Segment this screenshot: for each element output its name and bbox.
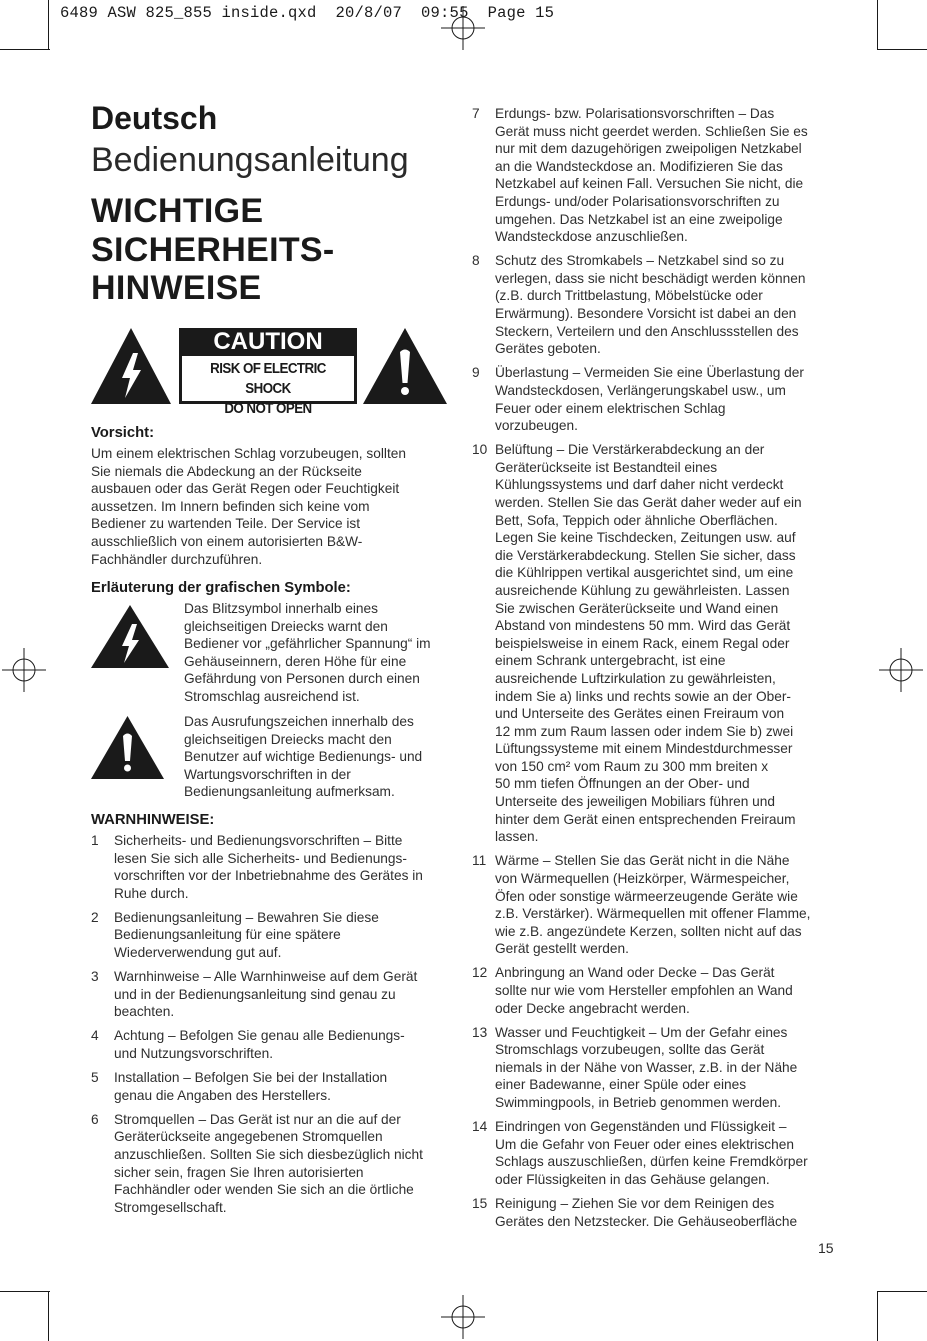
text-line: 50 mm tiefen Öffnungen an der Ober- und — [495, 776, 750, 792]
warning-item — [472, 964, 842, 1017]
text-line: Reinigung – Ziehen Sie vor dem Reinigen des — [495, 1196, 775, 1212]
text-line: von Wärmequellen (Heizkörper, Wärmespeicher, — [495, 870, 790, 886]
caution-title: CAUTION — [213, 328, 323, 355]
text-line: ausschließlich von einem autorisierten B&W- — [91, 533, 363, 549]
warnings-list-right — [472, 105, 842, 1230]
text-line: Bedienungsanleitung – Bewahren Sie diese — [114, 909, 379, 925]
warning-number: 14 — [472, 1119, 488, 1135]
text-line: gleichseitigen Dreiecks warnt den — [184, 618, 388, 634]
safety-heading — [91, 192, 335, 308]
warning-text — [472, 964, 842, 1017]
text-line: sicher sein, fragen Sie Ihren autorisierten — [114, 1164, 364, 1180]
text-line: Lüftungssysteme mit einem Mindestdurchmesser — [495, 741, 793, 757]
text-line: Wartungsvorschriften in der — [184, 766, 351, 782]
text-line: beachten. — [114, 1004, 175, 1020]
warning-item — [472, 1195, 842, 1230]
registration-mark-top-icon — [441, 6, 485, 50]
warning-item — [91, 832, 463, 902]
warning-text — [472, 852, 842, 958]
text-line: Swimmingpools, in Betrieb genommen werden. — [495, 1095, 782, 1111]
text-line: Anbringung an Wand oder Decke – Das Gerät — [495, 965, 775, 981]
registration-mark-right-icon — [879, 648, 923, 692]
text-line: Geräterückseite ist Bestandteil eines — [495, 459, 718, 475]
warning-number: 15 — [472, 1196, 488, 1212]
text-line: anzuschließen. Sollten Sie sich diesbezüglich nicht — [114, 1147, 423, 1162]
warning-number: 8 — [472, 253, 480, 269]
text-line: Abstand von mindestens 50 mm. Wird das Gerät — [495, 618, 791, 634]
caution-line-1: RISK OF ELECTRIC SHOCK — [210, 361, 326, 397]
text-line: Bett, Sofa, Teppich oder ähnliche Oberflächen. — [495, 512, 778, 528]
exclamation-triangle-icon — [363, 328, 447, 404]
caution-line-2: DO NOT OPEN — [224, 401, 312, 417]
crop-mark-top-right-v — [877, 0, 878, 50]
text-line: Legen Sie keine Tischdecken, Zeitungen usw. auf — [495, 530, 796, 546]
warning-number: 11 — [472, 853, 487, 869]
warning-text — [91, 1069, 463, 1104]
text-line: Installation – Befolgen Sie bei der Installation — [114, 1070, 388, 1086]
text-line: Schutz des Stromkabels – Netzkabel sind so zu — [495, 253, 785, 269]
exclamation-symbol-description — [184, 713, 459, 801]
text-line: an die Wandsteckdose an. Modifizieren Sie das — [495, 158, 783, 174]
text-line: Steckern, Verteilern und den Anschlussstellen des — [495, 323, 799, 339]
crop-mark-top-right-h — [877, 49, 927, 50]
warning-item — [472, 1024, 842, 1112]
text-line: Gerätes geboten. — [495, 341, 601, 357]
text-line: einer Badewanne, einer Spüle oder eines — [495, 1077, 747, 1093]
warning-number: 3 — [91, 969, 99, 985]
text-line: Feuer oder einem elektrischen Schlag — [495, 400, 726, 416]
text-line: und in der Bedienungsanleitung sind genau zu — [114, 986, 396, 1002]
text-line: 12 mm zum Raum lassen oder indem Sie b) zwei — [495, 723, 794, 739]
text-line: vorzubeugen. — [495, 418, 578, 434]
warning-number: 13 — [472, 1024, 488, 1040]
warning-number: 2 — [91, 909, 99, 925]
text-line: Schlags auszuschließen, dürfen keine Fremdkörper — [495, 1154, 808, 1170]
crop-mark-bottom-right-v — [877, 1291, 878, 1341]
text-line: Stromschlags vorzubeugen, sollte das Gerät — [495, 1042, 765, 1058]
warning-item — [472, 852, 842, 958]
warnings-title: WARNHINWEISE: — [91, 812, 215, 828]
lightning-symbol-description — [184, 600, 459, 706]
text-line: Gehäuseinnern, deren Höhe für eine — [184, 653, 407, 669]
caution-warning-label — [91, 328, 447, 417]
text-line: Überlastung – Vermeiden Sie eine Überlastung der — [495, 365, 804, 381]
warning-text — [91, 832, 463, 902]
text-line: indem Sie a) links und rechts sowie an der Ober- — [495, 688, 791, 704]
crop-mark-bottom-left-h — [0, 1291, 50, 1292]
warning-text — [472, 1195, 842, 1230]
lightning-triangle-icon — [91, 328, 171, 404]
text-line: Bediener vor „gefährlicher Spannung“ im — [184, 636, 431, 652]
text-line: aussetzen. Im Innern befinden sich keine vom — [91, 498, 370, 514]
text-line: ausreichende Kühlung zu gewährleisten. Lassen — [495, 582, 790, 598]
text-line: Das Ausrufungszeichen innerhalb des — [184, 714, 414, 729]
heading-line: HINWEISE — [91, 269, 262, 307]
warning-text — [472, 105, 842, 246]
text-line: Geräterückseite angegebenen Stromquellen — [114, 1129, 383, 1145]
text-line: oder Decke angebracht werden. — [495, 1000, 690, 1016]
warning-text — [472, 1118, 842, 1188]
text-line: Gerät gestellt werden. — [495, 941, 629, 957]
text-line: Stromgesellschaft. — [114, 1199, 227, 1215]
text-line: Wandsteckdosen, Verlängerungskabel usw., um — [495, 382, 786, 398]
warning-number: 1 — [91, 833, 99, 848]
page-number: 15 — [818, 1240, 834, 1256]
text-line: hinter dem Gerät einen entsprechenden Freiraum — [495, 811, 796, 827]
warning-item — [91, 1069, 463, 1104]
text-line: niemals in der Nähe von Wasser, z.B. in der Nähe — [495, 1059, 798, 1075]
warning-number: 6 — [91, 1111, 99, 1127]
warning-item — [472, 364, 842, 434]
crop-mark-bottom-left-v — [48, 1291, 49, 1341]
warning-text — [91, 1027, 463, 1062]
text-line: Ruhe durch. — [114, 885, 189, 901]
text-line: (z.B. durch Trittbelastung, Möbelstücke oder — [495, 288, 763, 304]
text-line: wie z.B. angezündete Kerzen, sollten nicht auf das — [495, 923, 802, 939]
text-line: Sie niemals die Abdeckung an der Rückseite — [91, 463, 362, 479]
text-line: genau die Angaben des Herstellers. — [114, 1087, 331, 1103]
symbols-title: Erläuterung der grafischen Symbole: — [91, 580, 351, 596]
text-line: Unterseite des jeweiligen Mobiliars führen und — [495, 794, 775, 810]
warning-number: 9 — [472, 365, 480, 381]
text-line: Bedienungsanleitung aufmerksam. — [184, 784, 395, 800]
registration-mark-left-icon — [2, 648, 46, 692]
warning-text — [91, 909, 463, 962]
text-line: Warnhinweise – Alle Warnhinweise auf dem Gerät — [114, 969, 418, 985]
text-line: Achtung – Befolgen Sie genau alle Bedienungs- — [114, 1028, 405, 1044]
text-line: Gerätes den Netzstecker. Die Gehäuseoberfläche — [495, 1213, 798, 1229]
warning-text — [472, 1024, 842, 1112]
warnings-list-left — [91, 832, 463, 1216]
text-line: Um einem elektrischen Schlag vorzubeugen, sollten — [91, 446, 406, 461]
warning-item — [472, 105, 842, 246]
text-line: von 150 cm² vom Raum zu 300 mm breiten x — [495, 758, 769, 774]
text-line: werden. Stellen Sie das Gerät daher weder auf ein — [495, 494, 802, 510]
crop-mark-top-left-v — [48, 0, 49, 50]
text-line: Öfen oder sonstige wärmeerzeugende Geräte wie — [495, 888, 798, 904]
warning-text — [472, 441, 842, 846]
text-line: Belüftung – Die Verstärkerabdeckung an der — [495, 442, 765, 458]
warning-number: 7 — [472, 106, 480, 121]
print-slug: 6489 ASW 825_855 inside.qxd 20/8/07 09:55 Page 15 — [60, 4, 555, 22]
text-line: vorschriften vor der Inbetriebnahme des Gerätes in — [114, 868, 423, 884]
text-line: Erwärmung). Besondere Vorsicht ist dabei an den — [495, 306, 797, 322]
text-line: Fachhändler durchzuführen. — [91, 551, 263, 567]
text-line: Bedienungsanleitung für eine spätere — [114, 927, 341, 943]
warning-number: 12 — [472, 965, 488, 981]
caution-inner-box — [182, 356, 354, 417]
text-line: Eindringen von Gegenständen und Flüssigkeit – — [495, 1119, 787, 1135]
text-line: z.B. Verstärker). Wärmequellen mit offener Flamme, — [495, 906, 811, 922]
crop-mark-top-left-h — [0, 49, 50, 50]
text-line: Wandsteckdose anzuschließen. — [495, 229, 688, 245]
text-line: Erdungs- bzw. Polarisationsvorschriften – Das — [495, 106, 775, 121]
text-line: Wärme – Stellen Sie das Gerät nicht in die Nähe — [495, 853, 790, 869]
warning-item — [91, 968, 463, 1021]
text-line: Um die Gefahr von Feuer oder eines elektrischen — [495, 1136, 794, 1152]
text-line: ausreichende Luftzirkulation zu gewährleisten, — [495, 670, 776, 686]
text-line: Erdungs- und/oder Polarisationsvorschriften zu — [495, 193, 780, 209]
warning-item — [472, 252, 842, 358]
warning-text — [472, 252, 842, 358]
text-line: sollte nur wie vom Hersteller empfohlen an Wand — [495, 983, 793, 998]
warning-item — [91, 909, 463, 962]
exclamation-triangle-icon — [91, 716, 164, 779]
text-line: Sie zwischen Geräterückseite und Wand einen — [495, 600, 779, 616]
warning-text — [91, 968, 463, 1021]
text-line: und Nutzungsvorschriften. — [114, 1046, 274, 1062]
text-line: lesen Sie sich alle Sicherheits- und Bedienungs- — [114, 850, 407, 866]
text-line: lassen. — [495, 829, 539, 845]
text-line: die Kühlrippen vertikal ausgerichtet sind, um eine — [495, 565, 794, 581]
warning-item — [472, 1118, 842, 1188]
language-title: Deutsch — [91, 100, 218, 136]
text-line: Stromquellen – Das Gerät ist nur an die auf der — [114, 1111, 401, 1127]
text-line: Gerät muss nicht geerdet werden. Schließen Sie es — [495, 123, 808, 139]
text-line: Fachhändler oder wenden Sie sich an die örtliche — [114, 1182, 414, 1198]
text-line: Wasser und Feuchtigkeit – Um der Gefahr eines — [495, 1024, 788, 1040]
text-line: verlegen, dass sie nicht beschädigt werden können — [495, 270, 806, 286]
text-line: Gefährdung von Personen durch einen — [184, 671, 420, 687]
text-line: Das Blitzsymbol innerhalb eines — [184, 601, 378, 616]
warning-item — [91, 1111, 463, 1217]
text-line: Netzkabel auf keinen Fall. Versuchen Sie nicht, die — [495, 176, 804, 192]
text-line: Wiederverwendung gut auf. — [114, 945, 282, 961]
heading-line: SICHERHEITS- — [91, 230, 335, 269]
manual-subtitle: Bedienungsanleitung — [91, 141, 409, 179]
text-line: Benutzer auf wichtige Bedienungs- und — [184, 749, 423, 765]
vorsicht-paragraph — [91, 445, 463, 568]
crop-mark-bottom-right-h — [877, 1291, 927, 1292]
text-line: und Unterseite des Gerätes einen Freiraum von — [495, 706, 785, 722]
registration-mark-bottom-icon — [441, 1295, 485, 1339]
text-line: Bediener zu wartenden Teile. Der Service ist — [91, 516, 361, 532]
heading-line: WICHTIGE — [91, 192, 264, 230]
text-line: ausbauen oder das Gerät Regen oder Feuchtigkeit — [91, 481, 400, 497]
text-line: gleichseitigen Dreiecks macht den — [184, 731, 392, 747]
text-line: umgehen. Das Netzkabel ist an eine zweipolige — [495, 211, 783, 227]
warning-text — [91, 1111, 463, 1217]
lightning-triangle-icon — [91, 605, 169, 668]
warning-item — [91, 1027, 463, 1062]
warning-number: 5 — [91, 1070, 99, 1086]
warning-number: 10 — [472, 442, 488, 458]
text-line: Sicherheits- und Bedienungsvorschriften – Bitte — [114, 833, 403, 848]
text-line: beispielsweise in einem Rack, einem Regal oder — [495, 635, 790, 651]
warning-item — [472, 441, 842, 846]
text-line: oder Flüssigkeiten in das Gehäuse gelangen. — [495, 1171, 770, 1187]
vorsicht-title: Vorsicht: — [91, 425, 155, 441]
text-line: die Verstärkerabdeckung. Stellen Sie sicher, dass — [495, 547, 796, 563]
text-line: einem Schrank untergebracht, ist eine — [495, 653, 726, 669]
text-line: nur mit dem dazugehörigen zweipoligen Netzkabel — [495, 141, 802, 157]
text-line: Stromschlag ausreichend ist. — [184, 688, 360, 704]
caution-panel — [179, 328, 357, 417]
warning-number: 4 — [91, 1028, 99, 1044]
warning-text — [472, 364, 842, 434]
text-line: Kühlungssystems und darf daher nicht verdeckt — [495, 477, 784, 493]
